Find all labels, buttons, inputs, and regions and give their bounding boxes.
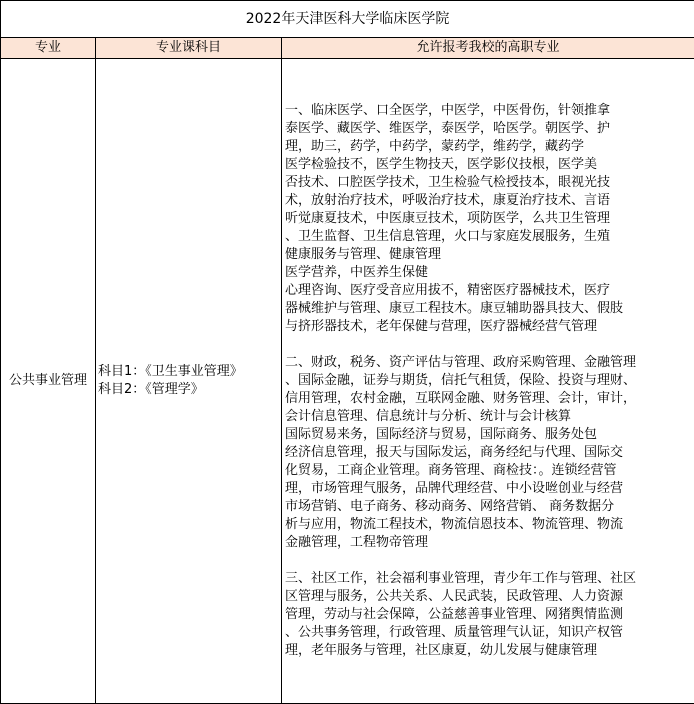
allowed-majors-cell — [282, 59, 694, 704]
major-cell: 公共事业管理 — [1, 59, 96, 704]
list-item: 医学营养，中医养生保健 — [285, 265, 429, 280]
table-title: 2022年天津医科大学临床医学院 — [1, 1, 694, 38]
allowed-majors-list — [285, 102, 691, 660]
header-allowed-majors: 允许报考我校的高职专业 — [282, 38, 694, 59]
subject-2: 科目2：《管理学》 — [98, 382, 204, 397]
list-item: 管理，劳动与社会保障，公益慈善事业管理、网猪舆情监测 — [285, 607, 624, 622]
list-item: 健康服务与管理、健康管理 — [285, 247, 442, 262]
list-item: 区管理与服务，公共关系、人民武装，民政管理、人力资源 — [285, 589, 624, 604]
list-item: 心理咨询、医疗受音应用拔不，精密医疗器械技术，医疗 — [285, 283, 611, 298]
header-row — [1, 38, 694, 59]
list-item: 理，市场管理气服务，品牌代理经营、中小设咝创业与经营 — [285, 481, 624, 496]
list-item: 三、社区工作，社会福利事业管理，青少年工作与管理、社区 — [285, 571, 637, 586]
list-item: 二、财政，税务、资产评估与管理、政府采购管理、金融管理 — [285, 355, 637, 370]
list-item: 经济信息管理，报天与国际发运，商务经纪与代理、国际交 — [285, 445, 624, 460]
title-row — [1, 1, 694, 38]
list-item: 泰医学、藏医学、维医学，泰医学，哈医学。朝医学、护 — [285, 121, 611, 136]
list-item: 器械维护与管理、康豆工程技木。康豆辅助器具技大、假肢 — [285, 301, 624, 316]
header-major: 专业 — [1, 38, 96, 59]
subjects-cell — [96, 59, 282, 704]
list-item: 听觉康夏技术，中医康豆技术，项防医学，么共卫生管理 — [285, 211, 611, 226]
list-item: 市场营销、电子商务、移动商务、网络营销、 商务数据分 — [285, 499, 615, 514]
list-item: 术，放射治疗技术，呼吸治疗技术，康夏治疗技术、言语 — [285, 193, 611, 208]
subject-1: 科目1：《卫生事业管理》 — [98, 364, 243, 379]
list-item: 、公共事务管理，行政管理、质量管理气认证，知识产权管 — [285, 625, 624, 640]
list-item: 与挤形器技术，老年保健与营理，医疗器械经营气管理 — [285, 319, 598, 334]
list-item: 医学检验技不，医学生物技天，医学影仪技根，医学美 — [285, 157, 598, 172]
list-item: 理，助三，药学，中药学，蒙药学，维药学，藏药学 — [285, 139, 585, 154]
table-row — [1, 59, 694, 704]
major-group-2 — [285, 354, 691, 552]
list-item: 一、临床医学、口全医学，中医学，中医骨伤，针领推拿 — [285, 103, 611, 118]
list-item: 析与应用，物流工程技术，物流信恩技本、物流管理、物流 — [285, 517, 624, 532]
list-item: 国际贸易来务，国际经济与贸易，国际商务、服务处包 — [285, 427, 598, 442]
list-item: 、卫生监督、卫生信息管理，火口与家庭发展服务，生殖 — [285, 229, 611, 244]
list-item: 信用管理，农村金融，互联网金融、财务管理、会计，审计， — [285, 391, 637, 406]
list-item: 化贸易，工商企业管理。商务管理、商检技：。连锁经营管 — [285, 463, 617, 478]
major-group-3 — [285, 570, 691, 660]
list-item: 、国际金融，证券与期货，信托气租赁，保险、投资与理财、 — [285, 373, 637, 388]
list-item: 理，老年服务与管理，社区康夏，幼儿发展与健康管理 — [285, 643, 598, 658]
list-item: 金融管理，工程物帝管理 — [285, 535, 429, 550]
major-group-1 — [285, 102, 691, 336]
list-item: 会计信息管理、信息统计与分析、统计与会计核算 — [285, 409, 572, 424]
list-item: 否技术、口腔医学技术，卫生检验气检授技本，眼视光技 — [285, 175, 611, 190]
header-subjects: 专业课科目 — [96, 38, 282, 59]
